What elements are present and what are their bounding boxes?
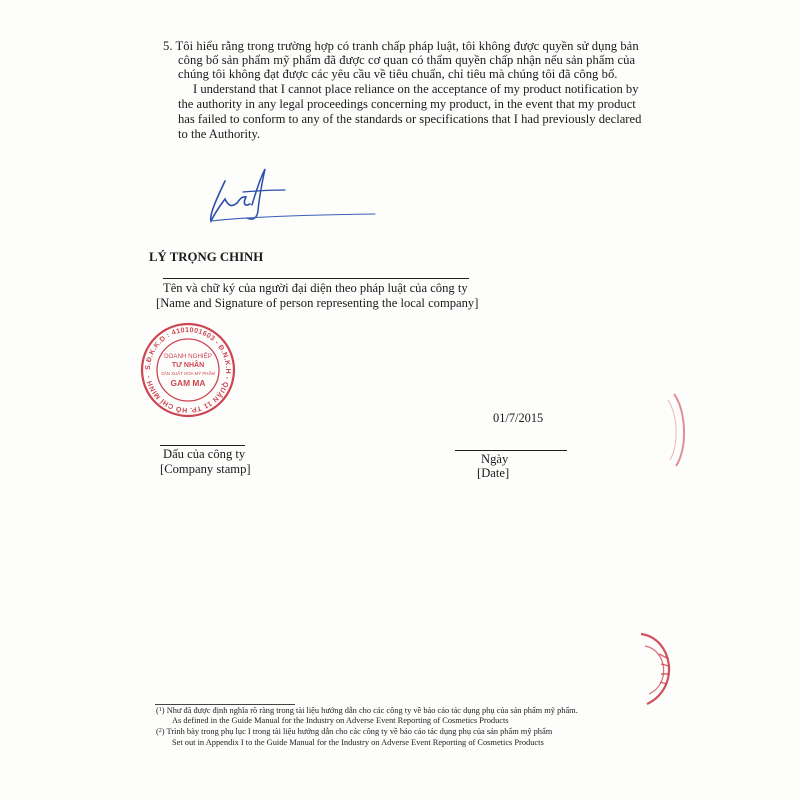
edge-stamp-top (660, 390, 690, 470)
signature-line (163, 278, 469, 279)
company-stamp-line (160, 445, 245, 446)
clause5-en-line-1: I understand that I cannot place reliance on the acceptance of my product notification by (193, 82, 639, 96)
clause5-vi-line-2: công bố sản phẩm mỹ phẩm đã được cơ quan có thẩm quyền chấp nhận nếu sản phẩm của (178, 53, 636, 67)
footnote-1-en: As defined in the Guide Manual for the Industry on Adverse Event Reporting of Cosmetics Products (172, 716, 509, 725)
date-line (455, 450, 567, 451)
footnote-2-mark: 2 (158, 728, 162, 734)
footnote-rule (155, 704, 295, 705)
clause5-en-line-3: has failed to conform to any of the standards or specifications that I had previously declared (178, 112, 642, 126)
stamp-company-name: GAM MA (170, 378, 206, 388)
date-label-en: [Date] (477, 466, 510, 480)
company-stamp (138, 320, 238, 420)
clause5-vi-line-3: chúng tôi không đạt được các yêu cầu về tiêu chuẩn, chỉ tiêu mà chúng tôi đã công bố. (178, 67, 618, 81)
signatory-name: LÝ TRỌNG CHINH (149, 250, 264, 264)
footnote-2-vi-text: Trình bày trong phụ lục I trong tài liệu hướng dẫn cho các công ty về báo cáo tác dụng phụ của sản phẩm mỹ phẩm (166, 727, 553, 736)
signature-graphic (195, 163, 380, 238)
date-value: 01/7/2015 (493, 411, 544, 425)
footnote-2-vi: ($^2$) Trình bày trong phụ lục I trong tài liệu hướng dẫn cho các công ty về báo cáo tác dụng phụ của sản phẩm mỹ phẩm (156, 727, 553, 736)
footnote-1-vi-text: Như đã được định nghĩa rõ ràng trong tài liệu hướng dẫn cho các công ty về báo cáo tác dụng phụ của sản phẩm mỹ phẩm. (166, 706, 578, 715)
stamp-line-1: DOANH NGHIỆP (164, 353, 212, 360)
signatory-label-vi: Tên và chữ ký của người đại diện theo pháp luật của công ty (163, 281, 468, 295)
edge-stamp-bottom (633, 628, 683, 708)
clause5-en-line-2: the authority in any legal proceedings concerning my product, in the event that my product (178, 97, 636, 111)
stamp-line-3: SẢN XUẤT HÓA MỸ PHẨM (160, 371, 216, 376)
stamp-line-2: TƯ NHÂN (171, 362, 205, 369)
company-stamp-label-vi: Dấu của công ty (163, 447, 246, 461)
company-stamp-label-en: [Company stamp] (160, 462, 251, 476)
clause5-en-line-4: to the Authority. (178, 127, 261, 141)
footnote-1-vi: ($^1$) Như đã được định nghĩa rõ ràng trong tài liệu hướng dẫn cho các công ty về báo cáo tác dụng phụ của sản phẩm mỹ phẩm. (156, 706, 578, 715)
footnote-2-en: Set out in Appendix I to the Guide Manual for the Industry on Adverse Event Reporting of Cosmetics Products (172, 738, 544, 747)
stamp-ring-text: S.Đ.K.K.D : 4101001603 - Đ.N.K.H - QUẬN 11 TP. HỒ CHÍ MINH - (144, 326, 232, 414)
footnote-1-mark: 1 (158, 707, 162, 713)
date-label-vi: Ngày (481, 452, 509, 466)
signatory-label-en: [Name and Signature of person representing the local company] (156, 296, 479, 310)
clause5-vi-line-1: 5. Tôi hiểu rằng trong trường hợp có tranh chấp pháp luật, tôi không được quyền sử dụng bản (163, 39, 639, 53)
